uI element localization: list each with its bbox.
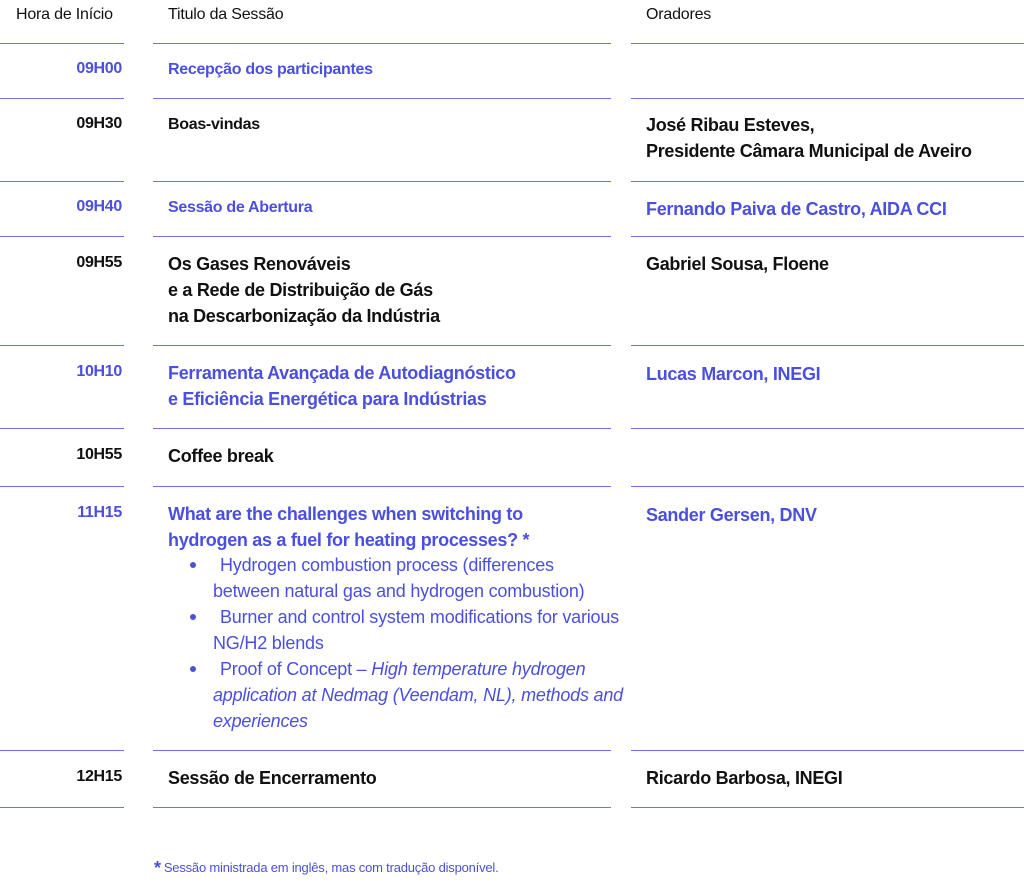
session-title: Boas-vindas	[168, 116, 260, 133]
topic-text: Hydrogen combustion process (differences between natural gas and hydrogen combustion)	[213, 555, 585, 601]
list-item	[184, 552, 624, 604]
session-title: Os Gases Renováveis	[168, 254, 351, 274]
list-item	[184, 604, 624, 656]
session-time: 10H10	[76, 363, 122, 380]
divider	[0, 486, 124, 487]
session-time: 12H15	[76, 768, 122, 785]
footnote-text: Sessão ministrada em inglês, mas com tradução disponível.	[163, 860, 499, 875]
divider	[631, 807, 1024, 808]
header-title: Titulo da Sessão	[168, 6, 284, 23]
divider	[631, 428, 1024, 429]
header-time: Hora de Início	[16, 6, 113, 23]
session-speaker: Presidente Câmara Municipal de Aveiro	[646, 141, 972, 161]
divider	[153, 98, 611, 99]
session-speaker: José Ribau Esteves,	[646, 115, 815, 135]
divider	[0, 98, 124, 99]
session-speaker: Ricardo Barbosa, INEGI	[646, 768, 843, 788]
divider	[0, 181, 124, 182]
divider	[0, 43, 124, 44]
divider	[0, 345, 124, 346]
divider	[153, 181, 611, 182]
session-title: Ferramenta Avançada de Autodiagnóstico	[168, 363, 516, 383]
divider	[631, 345, 1024, 346]
list-item	[184, 656, 624, 734]
divider	[153, 43, 611, 44]
header-speakers: Oradores	[646, 6, 712, 23]
session-title: na Descarbonização da Indústria	[168, 306, 440, 326]
session-title: Recepção dos participantes	[168, 61, 373, 78]
session-title: Sessão de Encerramento	[168, 768, 377, 788]
divider	[631, 43, 1024, 44]
divider	[631, 236, 1024, 237]
divider	[631, 98, 1024, 99]
session-speaker: Fernando Paiva de Castro, AIDA CCI	[646, 199, 947, 219]
session-title: hydrogen as a fuel for heating processes? *	[168, 530, 530, 550]
session-speaker: Gabriel Sousa, Floene	[646, 254, 829, 274]
footnote	[154, 858, 499, 879]
session-time: 09H55	[76, 254, 122, 271]
session-title: What are the challenges when switching to	[168, 504, 523, 524]
divider	[153, 428, 611, 429]
session-time: 09H30	[76, 115, 122, 132]
session-title: Sessão de Abertura	[168, 199, 313, 216]
session-time: 09H40	[76, 198, 122, 215]
session-title: e Eficiência Energética para Indústrias	[168, 389, 487, 409]
session-topics-list	[184, 552, 624, 734]
divider	[0, 236, 124, 237]
session-title: Coffee break	[168, 446, 274, 466]
session-time: 10H55	[76, 446, 122, 463]
session-time: 11H15	[77, 504, 122, 521]
divider	[153, 807, 611, 808]
divider	[631, 486, 1024, 487]
divider	[0, 750, 124, 751]
divider	[153, 486, 611, 487]
topic-text: Burner and control system modifications for various NG/H2 blends	[213, 607, 619, 653]
footnote-asterisk: *	[154, 858, 161, 878]
session-time: 09H00	[76, 60, 122, 77]
topic-text-italic: High temperature hydrogen application at Nedmag (Veendam, NL), methods and experiences	[213, 659, 623, 731]
divider	[0, 807, 124, 808]
session-speaker: Lucas Marcon, INEGI	[646, 364, 821, 384]
divider	[0, 428, 124, 429]
session-speaker: Sander Gersen, DNV	[646, 505, 817, 525]
divider	[631, 181, 1024, 182]
divider	[153, 750, 611, 751]
topic-text: Proof of Concept –	[220, 659, 372, 679]
session-title: e a Rede de Distribuição de Gás	[168, 280, 433, 300]
divider	[153, 236, 611, 237]
divider	[631, 750, 1024, 751]
divider	[153, 345, 611, 346]
